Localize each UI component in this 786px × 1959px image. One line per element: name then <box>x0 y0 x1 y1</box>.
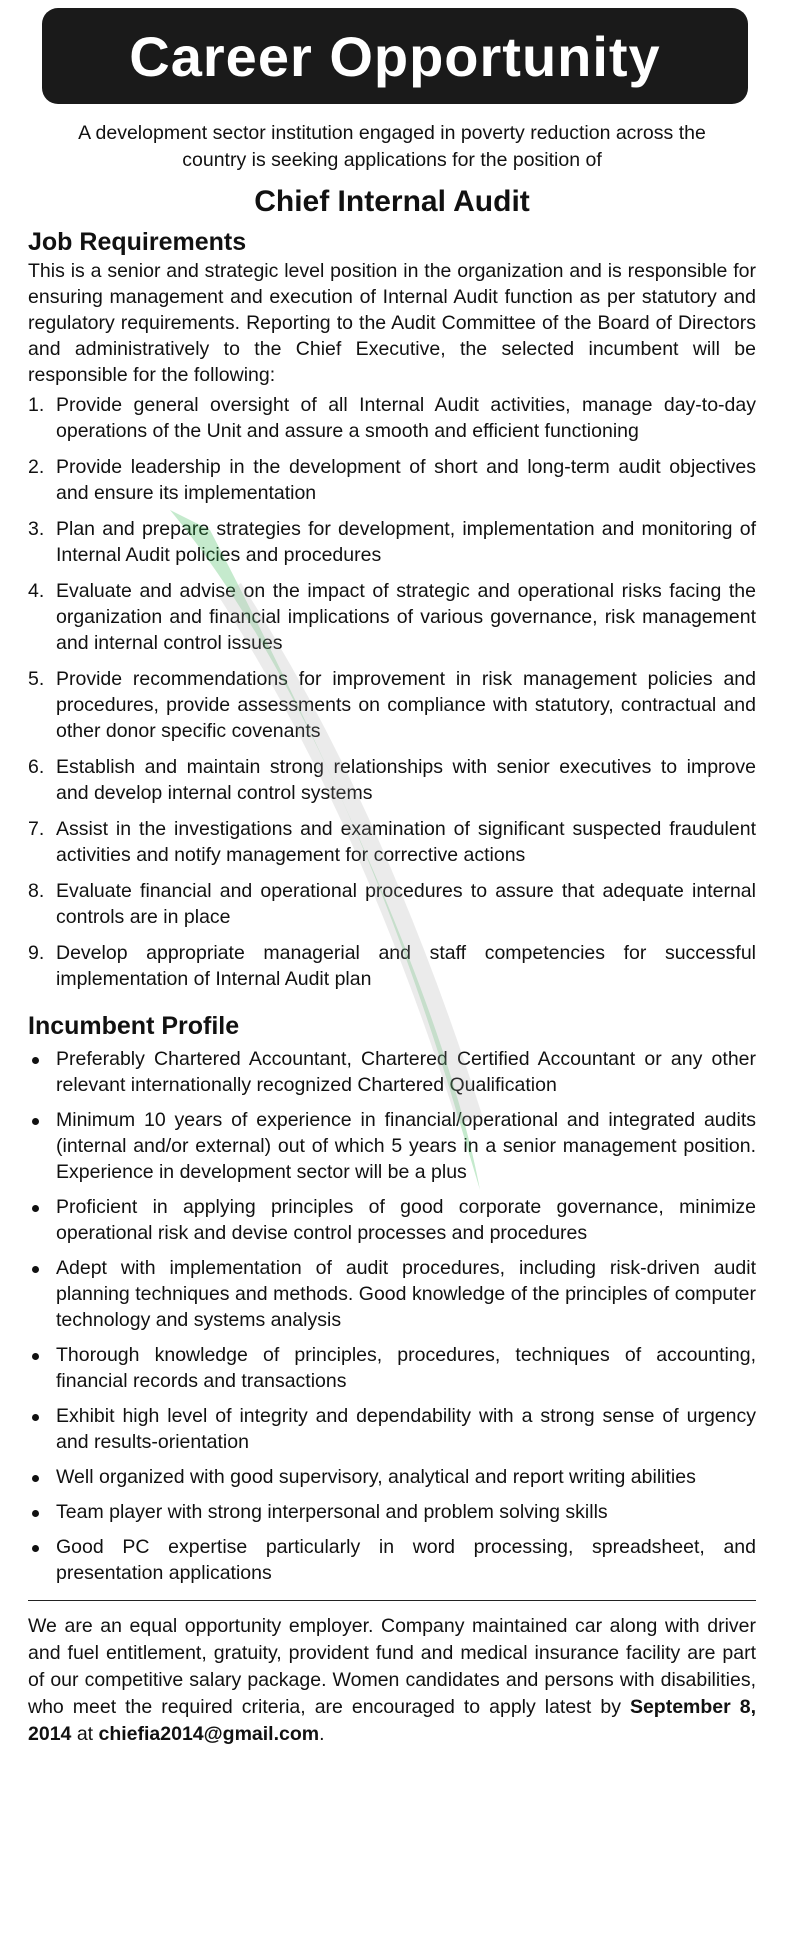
bullet-icon <box>32 1414 39 1421</box>
intro-text <box>28 120 756 174</box>
list-item <box>28 1255 756 1333</box>
closing-text: We are an equal opportunity employer. Company maintained car along with driver and fuel entitlement, gratuity, provident fund and medical insurance facility are part of our competitive salary package. Women candidates and persons with disabilities, who meet the required criteria, are encouraged to apply latest by <box>28 1615 756 1718</box>
bullet-icon <box>32 1353 39 1360</box>
list-item <box>28 392 756 444</box>
job-requirements-list <box>28 392 756 992</box>
list-item <box>28 454 756 506</box>
incumbent-profile-list <box>28 1046 756 1586</box>
page-title: Career Opportunity <box>129 24 661 88</box>
item-text: Good PC expertise particularly in word processing, spreadsheet, and presentation applications <box>56 1536 756 1584</box>
list-item <box>28 754 756 806</box>
item-text: Adept with implementation of audit procedures, including risk-driven audit planning techniques and methods. Good knowledge of the principles of computer technology and systems analysis <box>56 1257 756 1331</box>
item-text: Provide leadership in the development of short and long-term audit objectives and ensure its implementation <box>56 456 756 504</box>
item-number: 4. <box>28 580 45 602</box>
item-text: Team player with strong interpersonal and problem solving skills <box>56 1501 608 1523</box>
bullet-icon <box>32 1266 39 1273</box>
item-text: Plan and prepare strategies for development, implementation and monitoring of Internal Audit policies and procedures <box>56 518 756 566</box>
list-item <box>28 1107 756 1185</box>
item-text: Minimum 10 years of experience in financial/operational and integrated audits (internal and/or external) out of which 5 years in a senior management position. Experience in development sector will be a plus <box>56 1109 756 1183</box>
list-item <box>28 940 756 992</box>
bullet-icon <box>32 1545 39 1552</box>
position-title: Chief Internal Audit <box>254 185 530 218</box>
item-text: Provide recommendations for improvement in risk management policies and procedures, provide assessments on compliance with statutory, contractual and other donor specific covenants <box>56 668 756 742</box>
item-number: 3. <box>28 518 45 540</box>
list-item <box>28 1194 756 1246</box>
item-text: Preferably Chartered Accountant, Chartered Certified Accountant or any other relevant internationally recognized Chartered Qualification <box>56 1048 756 1096</box>
page-title-banner <box>42 8 748 104</box>
contact-email[interactable]: chiefia2014@gmail.com <box>98 1723 320 1745</box>
item-number: 8. <box>28 880 45 902</box>
bullet-icon <box>32 1057 39 1064</box>
list-item <box>28 1046 756 1098</box>
list-item <box>28 666 756 744</box>
closing-at: at <box>76 1723 94 1745</box>
job-requirements-heading: Job Requirements <box>28 228 247 256</box>
closing-paragraph <box>28 1613 756 1748</box>
item-text: Exhibit high level of integrity and dependability with a strong sense of urgency and results-orientation <box>56 1405 756 1453</box>
item-number: 2. <box>28 456 45 478</box>
list-item <box>28 578 756 656</box>
list-item <box>28 1403 756 1455</box>
list-item <box>28 1342 756 1394</box>
list-item <box>28 1464 756 1490</box>
item-number: 1. <box>28 394 45 416</box>
list-item <box>28 878 756 930</box>
list-item <box>28 1534 756 1586</box>
item-text: Provide general oversight of all Internal Audit activities, manage day-to-day operations of the Unit and assure a smooth and efficient functioning <box>56 394 756 442</box>
item-text: Well organized with good supervisory, analytical and report writing abilities <box>56 1466 696 1488</box>
item-number: 6. <box>28 756 45 778</box>
item-text: Develop appropriate managerial and staff competencies for successful implementation of Internal Audit plan <box>56 942 756 990</box>
intro-line-1: A development sector institution engaged in poverty reduction across the <box>78 122 706 144</box>
list-item <box>28 1499 756 1525</box>
closing-period: . <box>319 1723 325 1745</box>
item-text: Evaluate and advise on the impact of strategic and operational risks facing the organization and financial implications of various governance, risk management and internal control issues <box>56 580 756 654</box>
list-item <box>28 816 756 868</box>
application-deadline: September 8, 2014 <box>28 1696 756 1745</box>
item-text: Proficient in applying principles of good corporate governance, minimize operational risk and devise control processes and procedures <box>56 1196 756 1244</box>
bullet-icon <box>32 1510 39 1517</box>
item-text: Establish and maintain strong relationships with senior executives to improve and develop internal control systems <box>56 756 756 804</box>
list-item <box>28 516 756 568</box>
incumbent-profile-heading: Incumbent Profile <box>28 1012 240 1040</box>
item-text: Assist in the investigations and examination of significant suspected fraudulent activities and notify management for corrective actions <box>56 818 756 866</box>
item-text: Thorough knowledge of principles, procedures, techniques of accounting, financial records and transactions <box>56 1344 756 1392</box>
intro-line-2: country is seeking applications for the position of <box>182 149 602 171</box>
section-divider <box>28 1600 756 1601</box>
item-number: 5. <box>28 668 45 690</box>
item-number: 9. <box>28 942 45 964</box>
bullet-icon <box>32 1205 39 1212</box>
bullet-icon <box>32 1118 39 1125</box>
job-requirements-paragraph: This is a senior and strategic level position in the organization and is responsible for ensuring management and execution of Internal Audit function as per statutory and regulatory requirements. Reporting to the Audit Committee of the Board of Directors and administratively to the Chief Executive, the selected incumbent will be responsible for the following: <box>28 260 756 386</box>
item-number: 7. <box>28 818 45 840</box>
item-text: Evaluate financial and operational procedures to assure that adequate internal controls are in place <box>56 880 756 928</box>
bullet-icon <box>32 1475 39 1482</box>
